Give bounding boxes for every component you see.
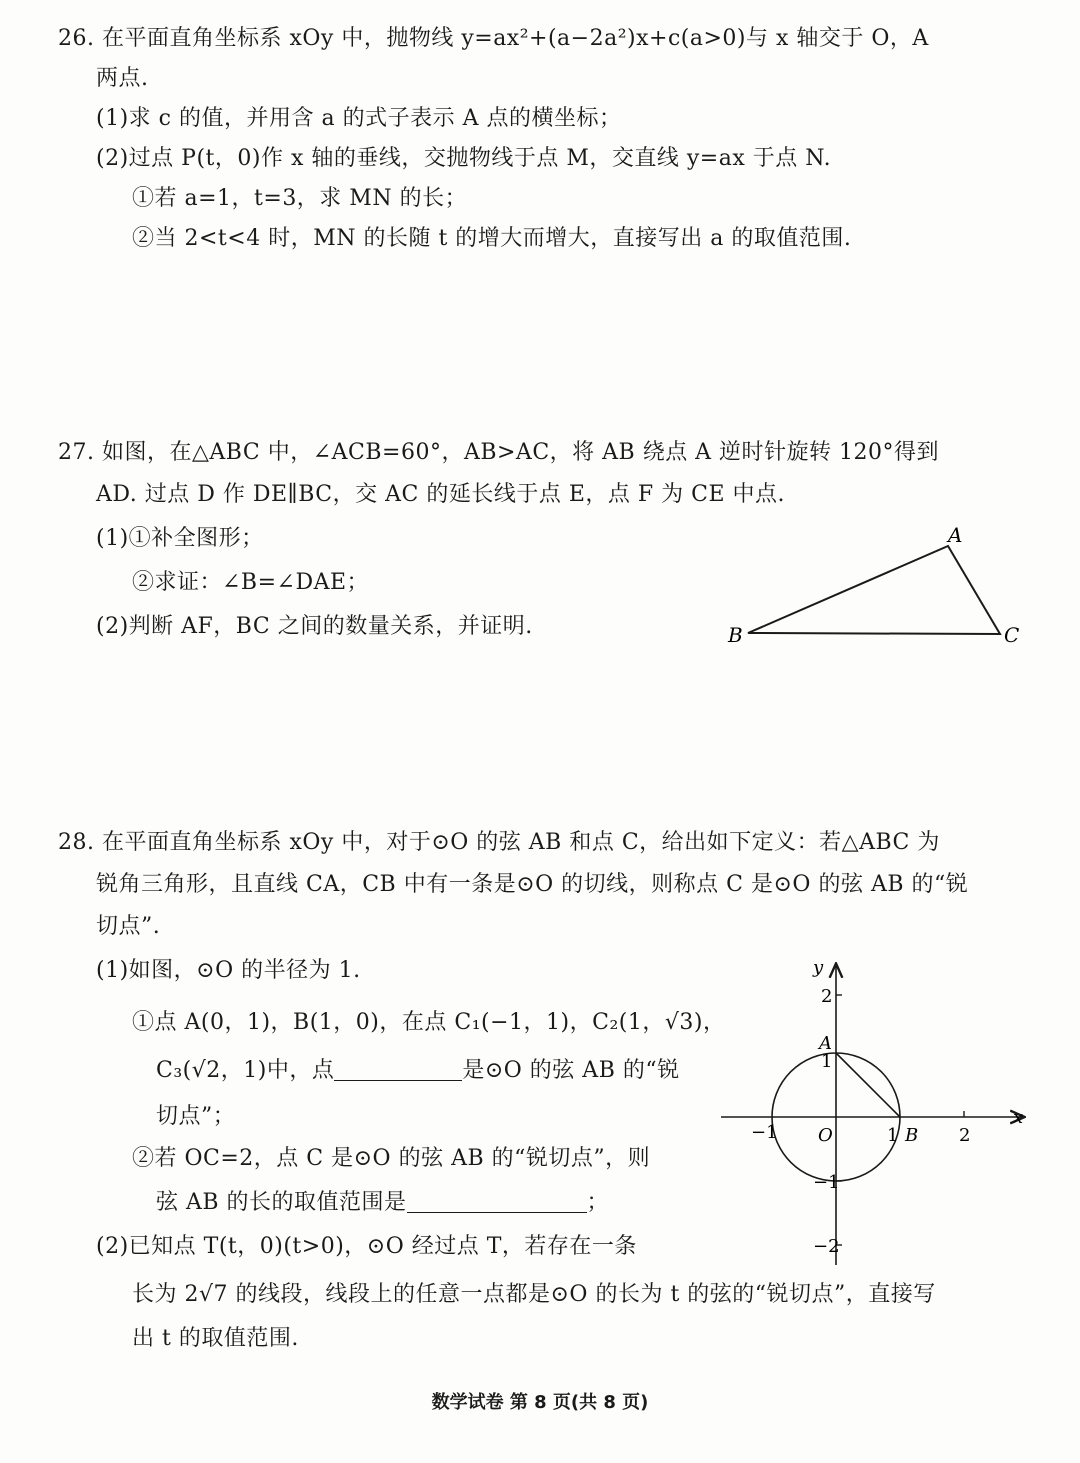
q28-sub2-suffix: ； — [586, 1190, 610, 1215]
q28-part1-sub2-line1: ②若 OC=2，点 C 是⊙O 的弦 AB 的“锐切点”，则 — [132, 1146, 651, 1171]
point-b-label: B — [905, 1125, 919, 1146]
q28-part1: (1)如图，⊙O 的半径为 1. — [96, 958, 361, 983]
triangle-figure — [720, 518, 1040, 658]
q26-stem-line2: 两点. — [96, 66, 149, 91]
q26-part1: (1)求 c 的值，并用含 a 的式子表示 A 点的横坐标； — [96, 106, 622, 131]
tick-label-x-m1: −1 — [751, 1122, 778, 1143]
q28-part1-sub1-line3: 切点”； — [156, 1104, 236, 1129]
origin-label: O — [818, 1125, 833, 1146]
point-a-label: A — [819, 1033, 832, 1054]
q27-part1-sub1: (1)①补全图形； — [96, 526, 264, 551]
q28-part1-sub1-line2 — [156, 1056, 680, 1086]
q28-part1-sub2-line2 — [156, 1188, 609, 1218]
q28-sub1-suffix: 是⊙O 的弦 AB 的“锐 — [462, 1058, 680, 1083]
q26-part2-sub2: ②当 2<t<4 时，MN 的长随 t 的增大而增大，直接写出 a 的取值范围. — [132, 226, 852, 251]
q28-sub2-prefix: 弦 AB 的长的取值范围是 — [156, 1190, 407, 1215]
tick-label-x-2: 2 — [959, 1125, 971, 1146]
answer-blank-2[interactable] — [407, 1190, 587, 1213]
tick-label-x-1: 1 — [887, 1125, 899, 1146]
triangle-abc — [748, 546, 1000, 634]
q28-stem-line1: 28. 在平面直角坐标系 xOy 中，对于⊙O 的弦 AB 和点 C，给出如下定义：若△ABC 为 — [58, 830, 940, 855]
x-axis-label: x — [1013, 1107, 1024, 1128]
q27-part2: (2)判断 AF，BC 之间的数量关系，并证明. — [96, 614, 533, 639]
q28-part2-line3: 出 t 的取值范围. — [132, 1326, 299, 1351]
q28-sub1-prefix: C₃(√2，1)中，点 — [156, 1058, 335, 1083]
tick-label-y-2: 2 — [821, 986, 833, 1007]
q28-part2-line2: 长为 2√7 的线段，线段上的任意一点都是⊙O 的长为 t 的弦的“锐切点”，直接写 — [132, 1282, 936, 1307]
tick-label-y-1: 1 — [821, 1051, 833, 1072]
tick-label-y-m2: −2 — [813, 1236, 840, 1257]
answer-blank-1[interactable] — [334, 1058, 462, 1081]
q26-part2-sub1: ①若 a=1，t=3，求 MN 的长； — [132, 186, 468, 211]
label-c: C — [1004, 623, 1020, 647]
q27-stem-line2: AD. 过点 D 作 DE∥BC，交 AC 的延长线于点 E，点 F 为 CE 中点. — [96, 482, 785, 507]
chord-ab — [836, 1053, 900, 1117]
q28-part2-line1: (2)已知点 T(t，0)(t>0)，⊙O 经过点 T，若存在一条 — [96, 1234, 637, 1259]
tick-label-y-m1: −1 — [813, 1172, 840, 1193]
q26-stem-line1: 26. 在平面直角坐标系 xOy 中，抛物线 y=ax²+(a−2a²)x+c(a>0)与 x 轴交于 O，A — [58, 26, 929, 51]
label-a: A — [948, 523, 963, 547]
page-footer: 数学试卷 第 8 页(共 8 页) — [431, 1392, 649, 1413]
label-b: B — [728, 623, 743, 647]
q28-part1-sub1-line1: ①点 A(0，1)，B(1，0)，在点 C₁(−1，1)，C₂(1，√3)， — [132, 1010, 726, 1035]
q27-part1-sub2: ②求证：∠B=∠DAE； — [132, 570, 370, 595]
q28-stem-line3: 切点”. — [96, 914, 161, 939]
q27-stem-line1: 27. 如图，在△ABC 中，∠ACB=60°，AB>AC，将 AB 绕点 A 逆时针旋转 120°得到 — [58, 440, 940, 465]
q26-part2: (2)过点 P(t，0)作 x 轴的垂线，交抛物线于点 M，交直线 y=ax 于点 N. — [96, 146, 832, 171]
q28-stem-line2: 锐角三角形，且直线 CA，CB 中有一条是⊙O 的切线，则称点 C 是⊙O 的弦 AB 的“锐 — [96, 872, 969, 897]
y-axis-label: y — [813, 957, 824, 978]
coordinate-figure — [715, 955, 1035, 1275]
